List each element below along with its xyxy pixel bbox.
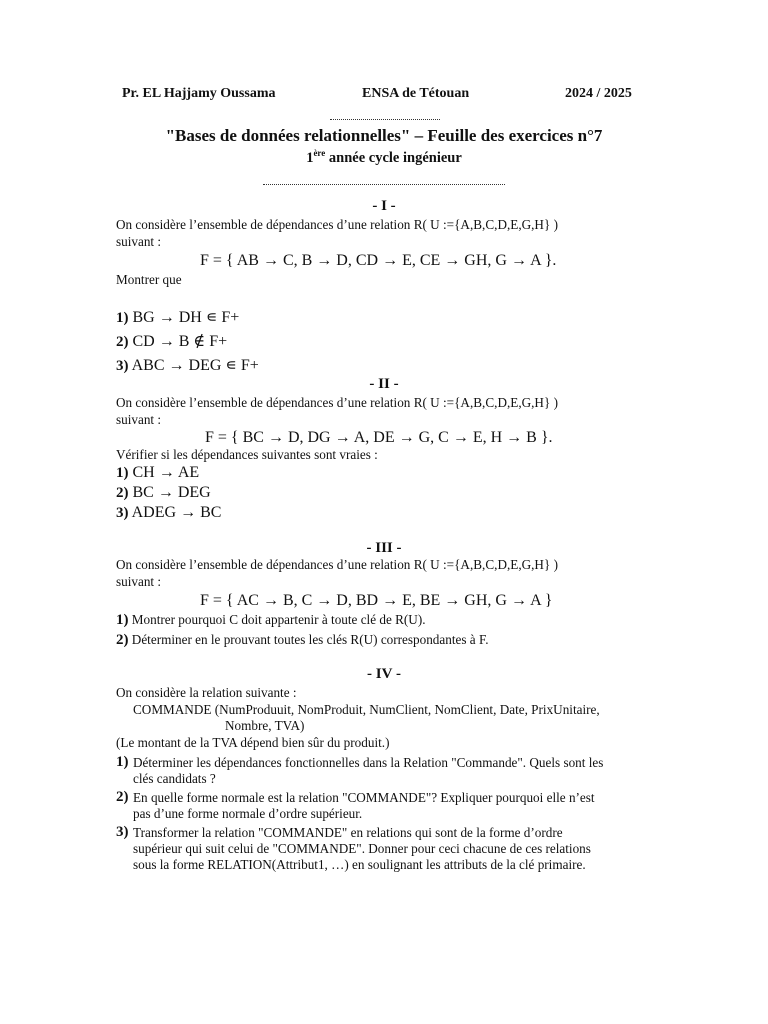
relation-definition: COMMANDE (NumProduuit, NomProduit, NumClient, NomClient, Date, PrixUnitaire, bbox=[133, 702, 600, 717]
subtitle-text: année cycle ingénieur bbox=[325, 149, 462, 166]
section-3-intro: On considère l’ensemble de dépendances d’une relation R( U :={A,B,C,D,E,G,H} ) bbox=[116, 557, 558, 572]
list-item: 2) BC → DEG bbox=[116, 484, 211, 501]
divider bbox=[330, 119, 440, 120]
list-item: 2) Déterminer en le prouvant toutes les clés R(U) correspondantes à F. bbox=[116, 632, 489, 648]
section-1-prompt: Montrer que bbox=[116, 272, 182, 287]
school-name: ENSA de Tétouan bbox=[362, 86, 470, 101]
section-1-intro-cont: suivant : bbox=[116, 234, 162, 249]
section-3-intro-cont: suivant : bbox=[116, 574, 162, 589]
divider bbox=[263, 184, 505, 185]
section-heading-4: - IV - bbox=[367, 666, 401, 682]
page-subtitle bbox=[0, 148, 768, 167]
subtitle-superscript: ère bbox=[313, 148, 326, 158]
relation-definition-cont: Nombre, TVA) bbox=[225, 718, 305, 733]
academic-year: 2024 / 2025 bbox=[565, 86, 632, 101]
section-2-formula: F = { BC → D, DG → A, DE → G, C → E, H → B }. bbox=[205, 429, 553, 446]
list-item: 2) CD → B ∉ F+ bbox=[116, 333, 228, 350]
section-1-intro: On considère l’ensemble de dépendances d’une relation R( U :={A,B,C,D,E,G,H} ) bbox=[116, 217, 558, 232]
list-item: 1) CH → AE bbox=[116, 464, 200, 481]
author-name: Pr. EL Hajjamy Oussama bbox=[122, 86, 276, 101]
section-3-formula: F = { AC → B, C → D, BD → E, BE → GH, G → A } bbox=[200, 592, 553, 609]
section-heading-2: - II - bbox=[369, 376, 399, 392]
list-item: 3) ABC → DEG ∊ F+ bbox=[116, 357, 259, 374]
list-item: 1) BG → DH ∊ F+ bbox=[116, 309, 240, 326]
section-2-intro-cont: suivant : bbox=[116, 412, 162, 427]
document-page: Pr. EL Hajjamy Oussama ENSA de Tétouan 2024 / 2025 "Bases de données relationnelles" – Feuille des exercices n°7 1ère année cycle ingénieur - I - On considère l’ensemble de dépendances d’une relation R( U :={A,B,C,D,E,G,H} ) suivant : F = { AB → C, B → D, CD → E, CE → GH, G → A }. Montrer que 1) BG → DH ∊ F+ 2) CD → B ∉ F+ 3) ABC → DEG ∊ F+ - II - On considère l’ensemble de dépendances d’une relation R( U :={A,B,C,D,E,G,H} ) suivant : F = { BC → D, DG → A, DE → G, C → E, H → B }. Vérifier si les dépendances suivantes sont vraies : 1) CH → AE 2) BC → DEG 3) ADEG → BC - III - On considère l’ensemble de dépendances d’une relation R( U :={A,B,C,D,E,G,H} ) suivant : F = { AC → B, C → D, BD → E, BE → GH, G → A } 1) Montrer pourquoi C doit appartenir à toute clé de R(U). 2) Déterminer en le prouvant toutes les clés R(U) correspondantes à F. - IV - On considère la relation suivante : COMMANDE (NumProduuit, NomProduit, NumClient, NomClient, Date, PrixUnitaire, Nombre, TVA) (Le montant de la TVA dépend bien sûr du produit.) 1) Déterminer les dépendances fonctionnelles dans la Relation "Commande". Quels sont les clés candidats ? 2) En quelle forme normale est la relation "COMMANDE"? Expliquer pourquoi elle n’est pas d’une forme normale d’ordre supérieur. 3) Transformer la relation "COMMANDE" en relations qui sont de la forme d’ordre supérieur qui suit celui de "COMMANDE". Donner pour ceci chacune de ces relations sous la forme RELATION(Attribut1, …) en soulignant les attributs de la clé primaire. bbox=[0, 0, 768, 1024]
section-4-intro: On considère la relation suivante : bbox=[116, 685, 297, 700]
section-4-note: (Le montant de la TVA dépend bien sûr du produit.) bbox=[116, 735, 390, 750]
section-heading-3: - III - bbox=[366, 540, 402, 556]
section-1-formula: F = { AB → C, B → D, CD → E, CE → GH, G → A }. bbox=[200, 252, 557, 269]
section-2-intro: On considère l’ensemble de dépendances d’une relation R( U :={A,B,C,D,E,G,H} ) bbox=[116, 395, 558, 410]
page-title: "Bases de données relationnelles" – Feuille des exercices n°7 bbox=[165, 126, 603, 145]
subtitle-number: 1 bbox=[306, 149, 314, 166]
section-2-prompt: Vérifier si les dépendances suivantes sont vraies : bbox=[116, 447, 378, 462]
list-item: 1) Montrer pourquoi C doit appartenir à toute clé de R(U). bbox=[116, 612, 426, 628]
section-heading-1: - I - bbox=[372, 198, 396, 214]
list-item: 3) ADEG → BC bbox=[116, 504, 222, 521]
